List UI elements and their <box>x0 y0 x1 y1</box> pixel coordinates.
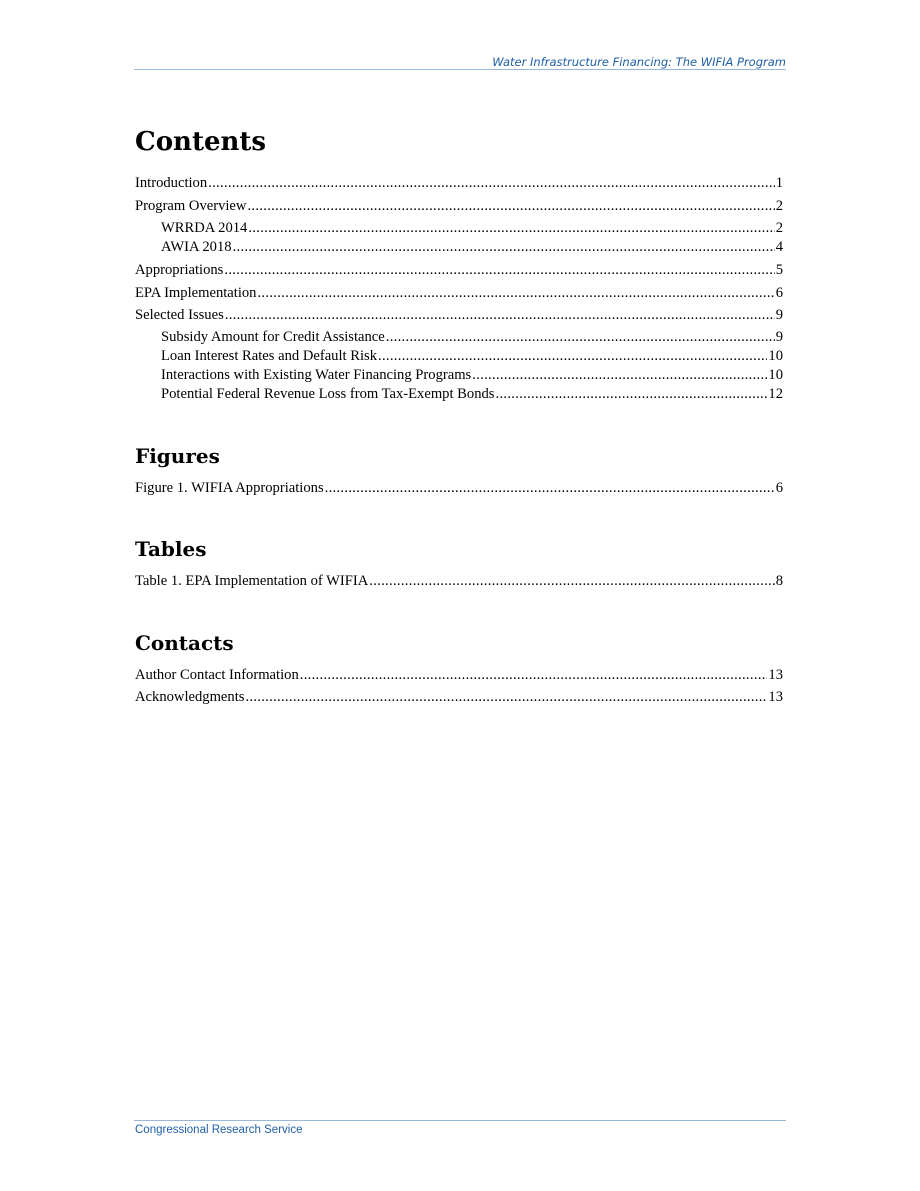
toc-page-number: 12 <box>768 386 783 402</box>
toc-entry-label: WRRDA 2014 <box>161 220 248 236</box>
dot-leader <box>245 688 767 706</box>
toc-page-number: 10 <box>768 348 783 364</box>
dot-leader <box>248 219 774 237</box>
toc-entry-label: Figure 1. WIFIA Appropriations <box>135 480 324 496</box>
toc-page-number: 2 <box>775 220 783 236</box>
toc-entry-awia-2018[interactable] <box>161 238 783 256</box>
toc-entry-label: AWIA 2018 <box>161 239 232 255</box>
toc-entry-label: EPA Implementation <box>135 285 257 301</box>
toc-entry-label: Introduction <box>135 175 208 191</box>
dot-leader <box>472 366 767 384</box>
toc-page-number: 9 <box>775 307 783 323</box>
toc-page-number: 9 <box>775 329 783 345</box>
toc-page-number: 10 <box>768 367 783 383</box>
dot-leader <box>225 306 775 324</box>
toc-page-number: 2 <box>775 198 783 214</box>
toc-entry-loan-interest-rates[interactable] <box>161 347 783 365</box>
contacts-heading: Contacts <box>135 631 234 655</box>
toc-entry-figure-1[interactable] <box>135 479 783 497</box>
footer-publisher: Congressional Research Service <box>135 1124 303 1136</box>
figures-heading: Figures <box>135 444 220 468</box>
dot-leader <box>386 328 775 346</box>
toc-entry-table-1[interactable] <box>135 572 783 590</box>
dot-leader <box>496 385 768 403</box>
toc-entry-label: Potential Federal Revenue Loss from Tax-Exempt Bonds <box>161 386 495 402</box>
toc-entry-revenue-loss[interactable] <box>161 385 783 403</box>
dot-leader <box>208 174 775 192</box>
toc-entry-label: Loan Interest Rates and Default Risk <box>161 348 378 364</box>
toc-entry-epa-implementation[interactable] <box>135 284 783 302</box>
toc-page-number: 6 <box>775 285 783 301</box>
toc-page-number: 1 <box>775 175 783 191</box>
footer-divider <box>134 1120 786 1121</box>
toc-entry-introduction[interactable] <box>135 174 783 192</box>
toc-entry-label: Subsidy Amount for Credit Assistance <box>161 329 385 345</box>
toc-entry-label: Program Overview <box>135 198 247 214</box>
toc-page-number: 8 <box>775 573 783 589</box>
tables-heading: Tables <box>135 537 207 561</box>
dot-leader <box>325 479 775 497</box>
toc-entry-label: Acknowledgments <box>135 689 245 705</box>
dot-leader <box>300 666 768 684</box>
contents-heading: Contents <box>135 127 267 157</box>
dot-leader <box>378 347 767 365</box>
toc-entry-author-contact[interactable] <box>135 666 783 684</box>
toc-entry-label: Interactions with Existing Water Financing Programs <box>161 367 472 383</box>
toc-entry-label: Author Contact Information <box>135 667 299 683</box>
toc-entry-acknowledgments[interactable] <box>135 688 783 706</box>
toc-page-number: 5 <box>775 262 783 278</box>
running-header-title: Water Infrastructure Financing: The WIFIA Program <box>492 55 786 69</box>
toc-entry-appropriations[interactable] <box>135 261 783 279</box>
toc-entry-program-overview[interactable] <box>135 197 783 215</box>
dot-leader <box>247 197 774 215</box>
dot-leader <box>257 284 774 302</box>
header-divider <box>134 69 786 70</box>
toc-page-number: 4 <box>775 239 783 255</box>
toc-page-number: 13 <box>768 689 783 705</box>
toc-entry-label: Selected Issues <box>135 307 224 323</box>
toc-entry-subsidy-amount[interactable] <box>161 328 783 346</box>
toc-page-number: 6 <box>775 480 783 496</box>
toc-entry-label: Table 1. EPA Implementation of WIFIA <box>135 573 369 589</box>
toc-entry-wrrda-2014[interactable] <box>161 219 783 237</box>
dot-leader <box>369 572 774 590</box>
toc-entry-label: Appropriations <box>135 262 224 278</box>
toc-page-number: 13 <box>768 667 783 683</box>
dot-leader <box>233 238 775 256</box>
toc-entry-interactions-programs[interactable] <box>161 366 783 384</box>
toc-entry-selected-issues[interactable] <box>135 306 783 324</box>
dot-leader <box>224 261 774 279</box>
